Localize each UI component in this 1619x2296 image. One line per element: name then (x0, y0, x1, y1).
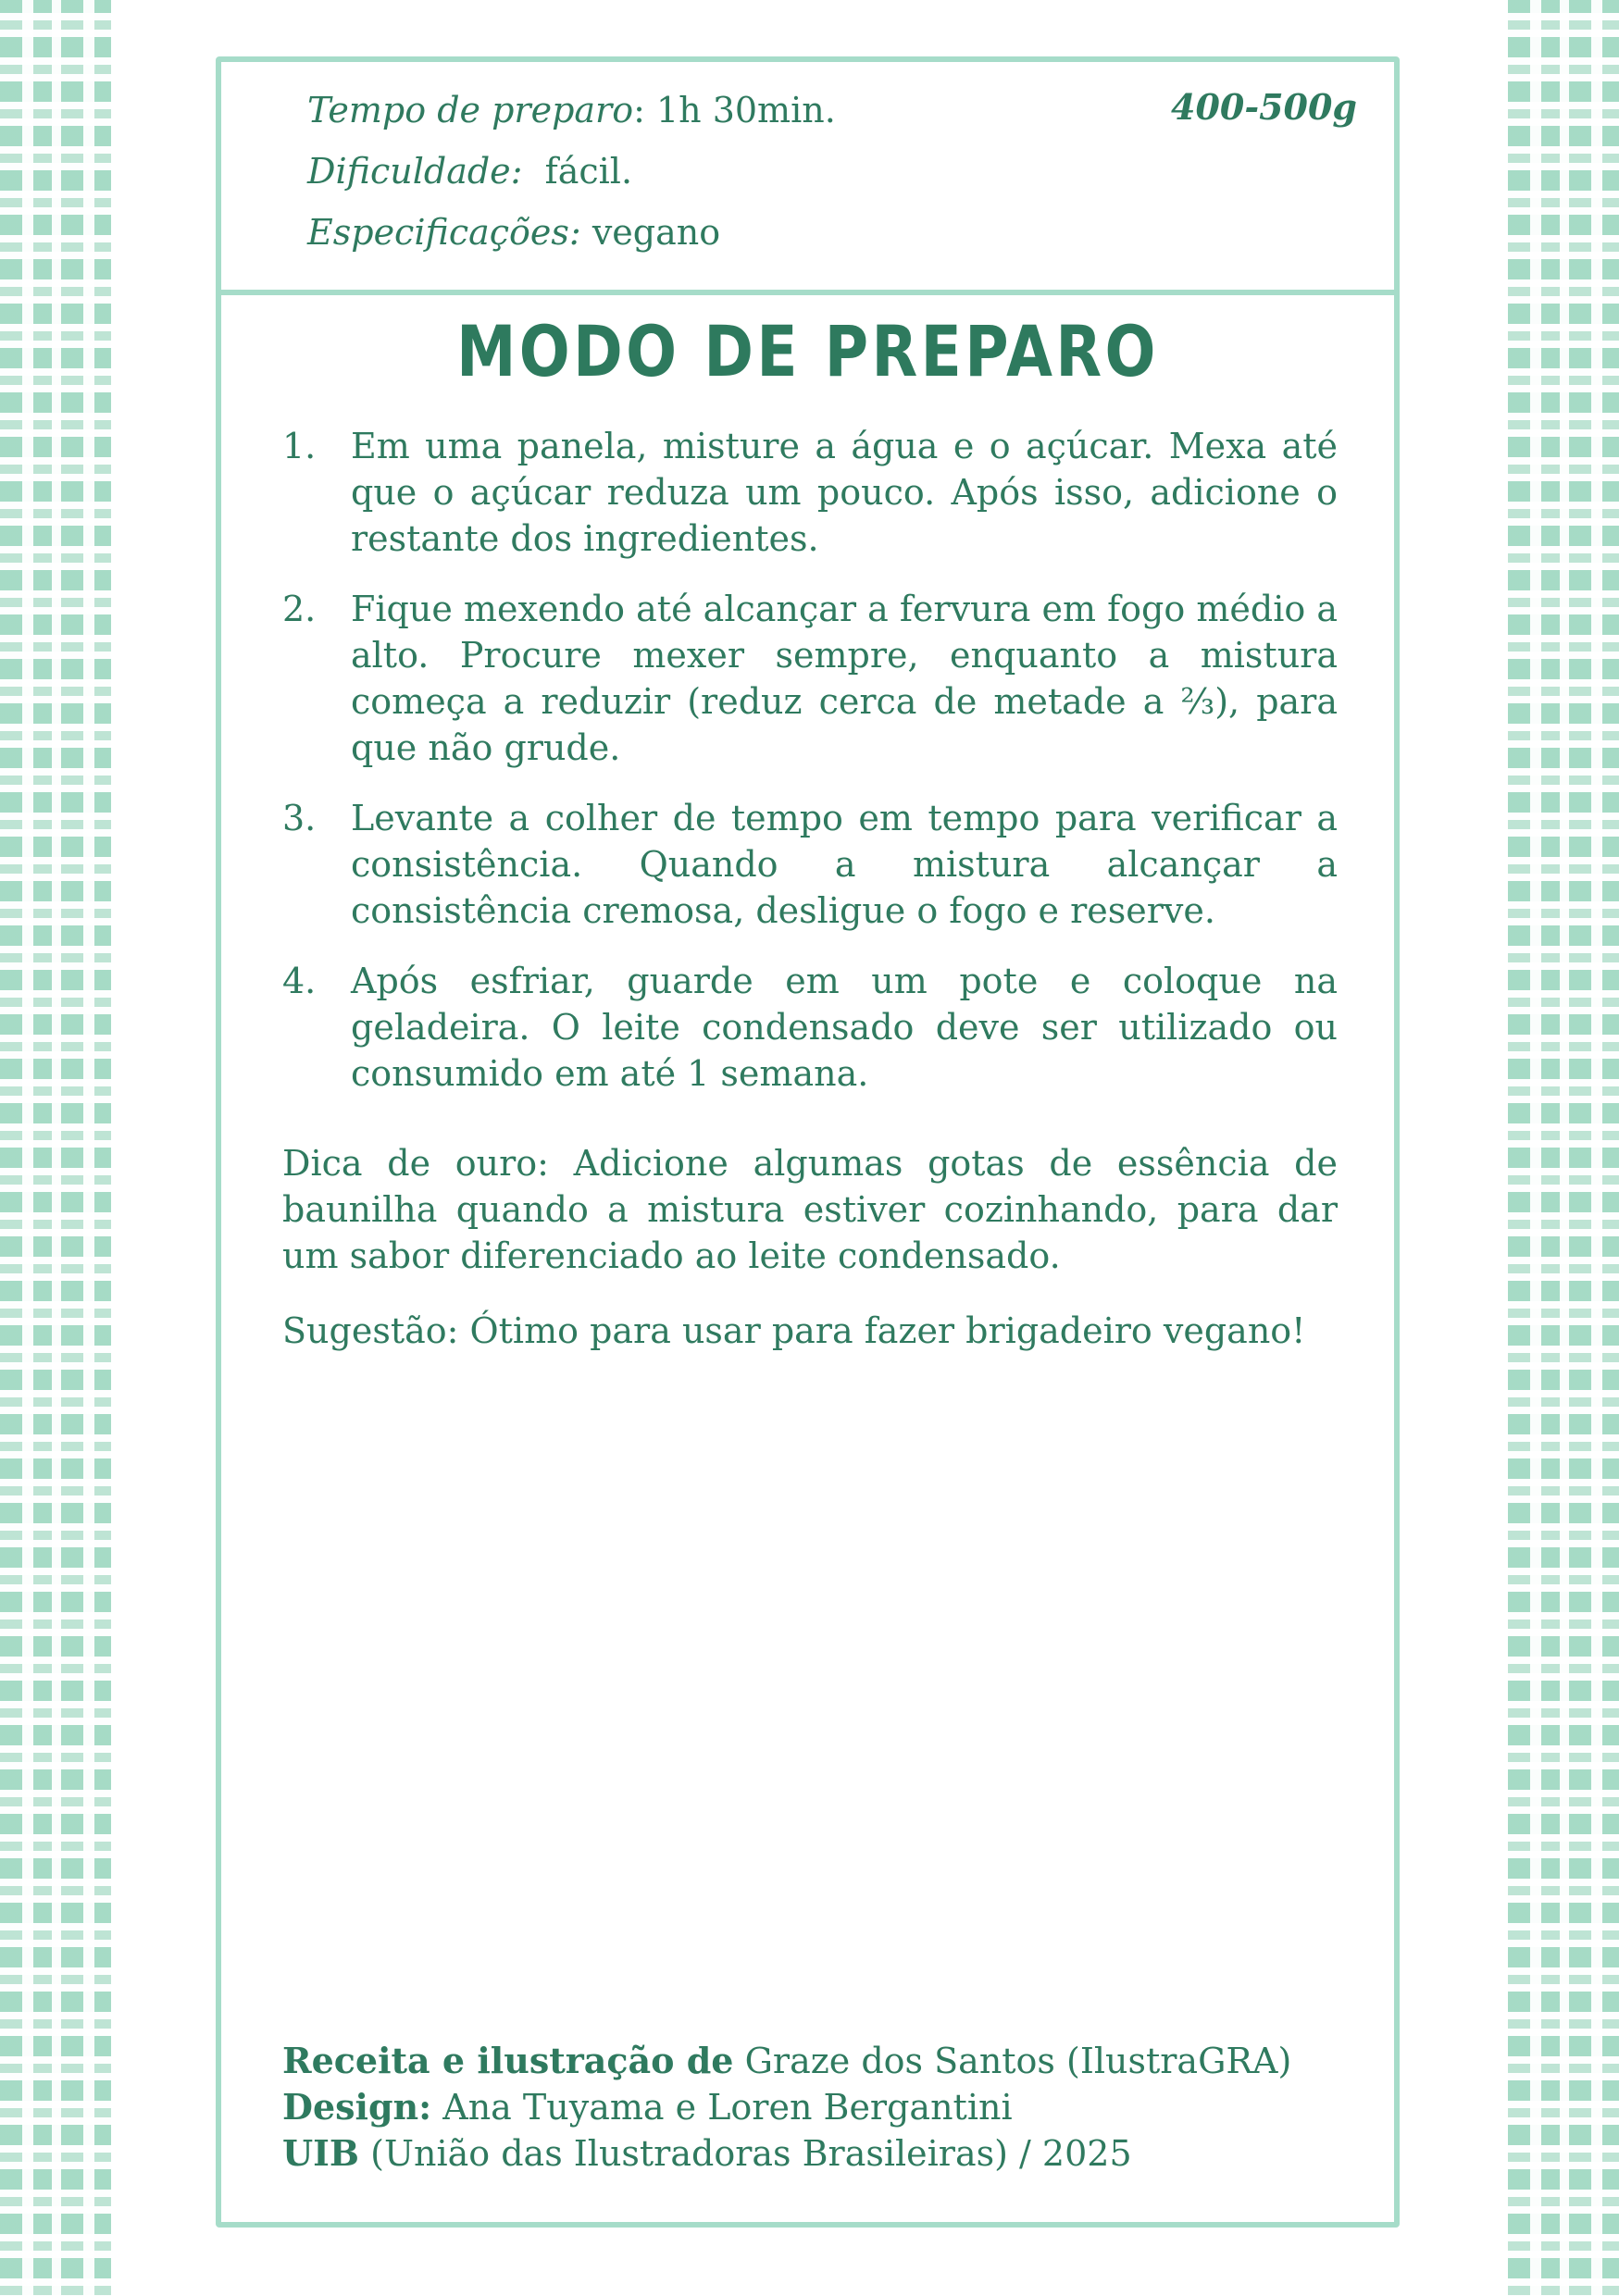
credit-recipe-value: Graze dos Santos (IlustraGRA) (733, 2041, 1292, 2081)
step-text: Fique mexendo até alcançar a fervura em fogo médio a alto. Procure mexer sempre, enquanto a mistura começa a reduzir (reduz cerca de metade a ⅔), para que não grude. (351, 589, 1338, 768)
credit-uib-value: (União das Ilustradoras Brasileiras) / 2025 (359, 2133, 1132, 2174)
difficulty-label: Dificuldade: (307, 151, 523, 192)
section-title: MODO DE PREPARO (456, 310, 1159, 392)
prep-time (307, 88, 836, 132)
step-number: 2. (282, 589, 317, 629)
credit-design-value: Ana Tuyama e Loren Bergantini (431, 2087, 1013, 2128)
step-item (282, 586, 1338, 771)
specifications (307, 210, 720, 254)
plaid-border-left (0, 0, 111, 2296)
specs-label: Especificações: (307, 212, 581, 253)
step-number: 1. (282, 426, 317, 466)
recipe-meta (221, 62, 1394, 295)
difficulty (307, 149, 632, 193)
plaid-border-right (1508, 0, 1619, 2296)
specs-value: vegano (592, 212, 721, 253)
prep-time-label: Tempo de preparo (307, 90, 634, 130)
credit-design-label: Design: (282, 2086, 432, 2128)
step-text: Após esfriar, guarde em um pote e coloque na geladeira. O leite condensado deve ser utilizado ou consumido em até 1 semana. (351, 961, 1338, 1094)
step-item (282, 795, 1338, 934)
credits (282, 2038, 1291, 2177)
credit-recipe-label: Receita e ilustração de (282, 2040, 734, 2081)
gold-tip: Dica de ouro: Adicione algumas gotas de essência de baunilha quando a mistura estiver cozinhando, para dar um sabor diferenciado ao leite condensado. (282, 1143, 1338, 1276)
step-text: Levante a colher de tempo em tempo para verificar a consistência. Quando a mistura alcançar a consistência cremosa, desligue o fogo e reserve. (351, 798, 1338, 931)
step-item (282, 958, 1338, 1097)
step-number: 4. (282, 961, 317, 1001)
credit-recipe (282, 2038, 1291, 2084)
prep-time-value: : 1h 30min. (633, 90, 836, 130)
credit-design (282, 2084, 1291, 2130)
credit-uib (282, 2130, 1291, 2177)
steps-list (282, 423, 1338, 1121)
yield-weight: 400-500g (1171, 86, 1357, 128)
credit-uib-label: UIB (282, 2132, 360, 2174)
difficulty-value: fácil. (544, 151, 633, 192)
suggestion: Sugestão: Ótimo para usar para fazer brigadeiro vegano! (282, 1310, 1306, 1351)
recipe-card (216, 56, 1400, 2228)
step-number: 3. (282, 798, 317, 838)
step-text: Em uma panela, misture a água e o açúcar. Mexa até que o açúcar reduza um pouco. Após isso, adicione o restante dos ingredientes. (351, 426, 1338, 559)
step-item (282, 423, 1338, 562)
